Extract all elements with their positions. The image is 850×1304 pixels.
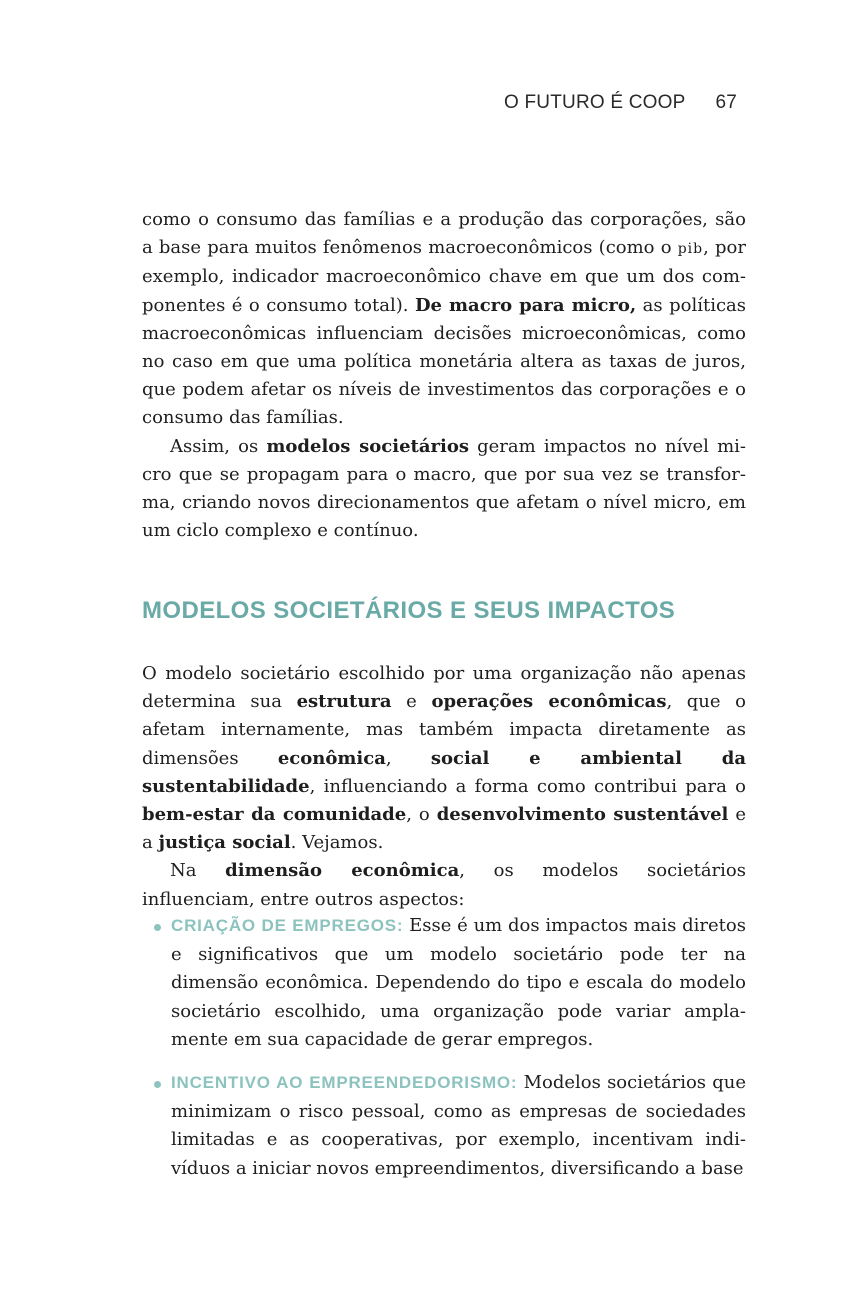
text-run: , os modelos societários influenciam, entre outros aspectos: — [142, 860, 746, 910]
bullet-dot-icon — [154, 1081, 161, 1088]
text-run: e — [391, 691, 432, 713]
text-run: geram impactos no nível micro que se propagam para o macro, que por sua vez se transforma, criando novos direcionamentos que afetam o nível micro, em um ciclo complexo e contínuo. — [142, 435, 746, 542]
bold-term: operações econômicas — [431, 691, 667, 713]
bullet-text: Esse é um dos impactos mais diretos e significativos que um modelo societário pode ter na dimensão econômica. Dependendo do tipo e escala do modelo societário escolhido, uma organização pode variar amplamente em sua capacidade de gerar empregos. — [171, 915, 746, 1051]
bullet-term: INCENTIVO AO EMPREENDEDORISMO: — [171, 1072, 518, 1092]
bold-term: De macro para micro, — [414, 294, 637, 316]
bold-term: dimensão econômica — [225, 860, 460, 882]
section-heading: MODELOS SOCIETÁRIOS E SEUS IMPACTOS — [142, 597, 676, 624]
impact-list — [142, 912, 746, 1197]
bullet-term: CRIAÇÃO DE EMPREGOS: — [171, 916, 404, 935]
text-run: e a — [142, 804, 746, 854]
text-run: , que o afetam internamente, mas também impacta diretamente as dimensões — [142, 691, 746, 769]
text-run: , — [385, 747, 431, 769]
list-item — [142, 912, 746, 1055]
bold-term: social e ambiental da sustentabilidade — [142, 747, 746, 797]
acronym-pib: pib — [677, 241, 704, 258]
text-run: , influenciando a forma como contribui para o — [309, 775, 746, 797]
running-header — [504, 92, 737, 114]
paragraph-macro-micro — [142, 206, 746, 433]
paragraph-economic-dimension — [142, 857, 746, 913]
text-run: as políticas macroeconômicas influenciam decisões microeconômicas, como no caso em que uma política monetária altera as taxas de juros, que podem afetar os níveis de investimentos das corporações e o consumo das famílias. — [142, 294, 747, 429]
bold-term: estrutura — [296, 691, 392, 713]
bold-term: desenvolvimento sustentável — [436, 804, 729, 826]
paragraph-intro — [142, 660, 746, 857]
bullet-dot-icon — [154, 924, 161, 931]
text-run: Assim, os — [170, 435, 267, 457]
bold-term: bem-estar da comunidade — [142, 804, 407, 826]
text-run: , o — [406, 804, 437, 826]
page-number: 67 — [715, 92, 737, 113]
bold-term: econômica — [277, 747, 386, 769]
paragraph-cycle — [142, 433, 746, 546]
book-title: O FUTURO É COOP — [504, 92, 686, 113]
bullet-text: Modelos societários que minimizam o risco pessoal, como as empresas de sociedades limitadas e as cooperativas, por exemplo, incentivam indivíduos a iniciar novos empreendimentos, diversificando a base — [171, 1071, 747, 1179]
body-text-top — [142, 206, 746, 545]
bold-term: modelos societários — [266, 435, 469, 457]
text-run: como o consumo das famílias e a produção das corporações, são a base para muitos fenômenos macroeconômicos (como o — [142, 209, 746, 259]
bold-term: justiça social — [158, 832, 291, 854]
text-run: , por exemplo, indicador macroeconômico chave em que um dos componentes é o consumo total). — [142, 237, 746, 316]
body-text-section — [142, 660, 746, 914]
list-item — [142, 1069, 746, 1183]
text-run: Na — [170, 860, 226, 882]
text-run: . Vejamos. — [290, 832, 384, 854]
text-run: O modelo societário escolhido por uma organização não apenas determina sua — [142, 663, 746, 713]
